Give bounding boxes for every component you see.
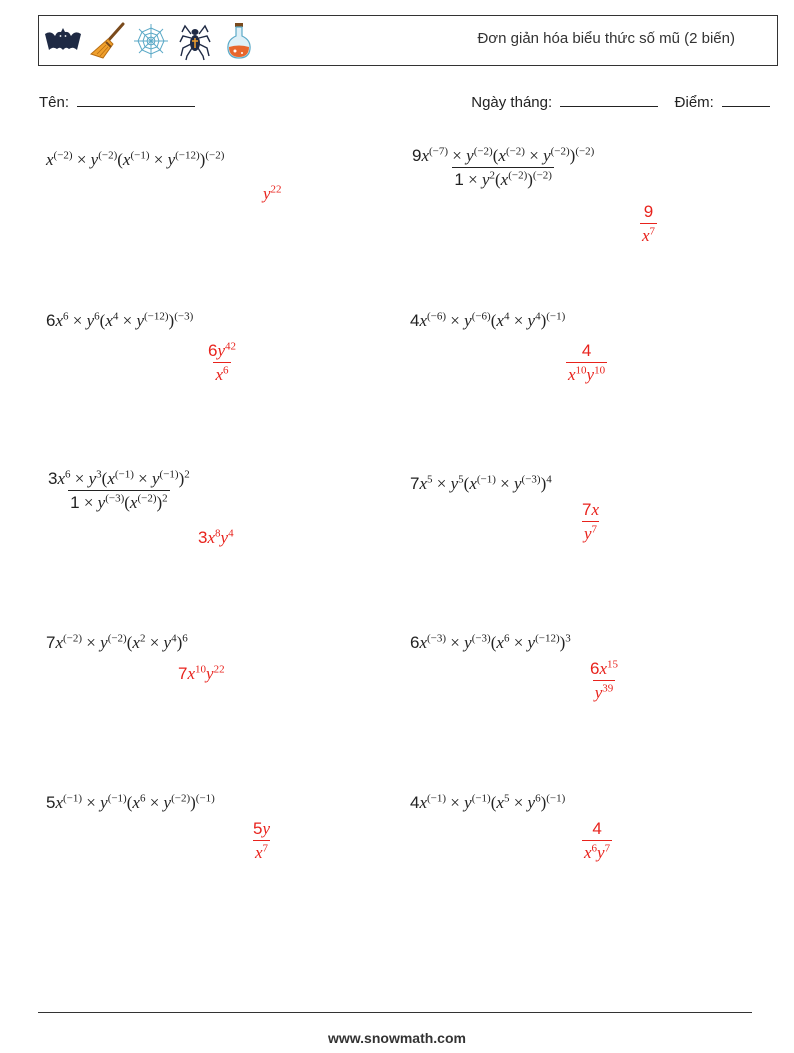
answer-6: $\frac{7x}{y^7}$ (582, 500, 600, 543)
answer-10: $\frac{4}{x^6y^7}$ (584, 819, 611, 862)
problem-9: $5x^{(-1)} \times y^{(-1)}(x^6 \times y^{(-2)})^{(-1)}$ (46, 792, 215, 812)
answer-4: $\frac{4}{x^{10}y^{10}}$ (568, 341, 606, 384)
date-blank (560, 94, 658, 107)
problem-3: $6x^6 \times y^6(x^4 \times y^{(-12)})^{(-3)}$ (46, 310, 194, 330)
worksheet-header (38, 15, 778, 66)
name-blank (77, 94, 195, 107)
problem-10: $4x^{(-1)} \times y^{(-1)}(x^5 \times y^6)^{(-1)}$ (410, 792, 566, 812)
potion-icon (219, 20, 259, 62)
date-label: Ngày tháng: (471, 94, 553, 111)
spider-icon (175, 20, 215, 62)
answer-2: $\frac{9}{x^7}$ (642, 202, 656, 245)
answer-7: $7x^{10}y^{22}$ (178, 663, 225, 683)
problem-6: $7x^5 \times y^5(x^{(-1)} \times y^{(-3)})^4$ (410, 473, 552, 493)
answer-3: $\frac{6y^{42}}{x^6}$ (208, 340, 237, 384)
answer-8: $\frac{6x^{15}}{y^{39}}$ (590, 658, 619, 702)
score-label: Điểm: (674, 94, 714, 111)
problem-8: $6x^{(-3)} \times y^{(-3)}(x^6 \times y^{(-12)})^3$ (410, 632, 571, 652)
name-label: Tên: (39, 94, 70, 111)
answer-5: $3x^8y^4$ (198, 527, 234, 547)
broom-icon (87, 20, 127, 62)
answer-1: $y^{22}$ (263, 183, 282, 203)
problem-2: $\frac{9x^{(-7)} \times y^{(-2)}(x^{(-2)} \times y^{(-2)})^{(-2)}}{1 \times y^2(x^{(-2)})^{(-2)}}$ (412, 145, 595, 189)
footer-url[interactable]: www.snowmath.com (328, 1030, 466, 1046)
problem-5: $\frac{3x^6 \times y^3(x^{(-1)} \times y^{(-1)})^2}{1 \times y^{(-3)}(x^{(-2)})^2}$ (48, 468, 190, 512)
bat-icon (43, 20, 83, 62)
answer-9: $\frac{5y}{x^7}$ (253, 819, 271, 862)
name-field (39, 94, 195, 111)
problem-4: $4x^{(-6)} \times y^{(-6)}(x^4 \times y^4)^{(-1)}$ (410, 310, 566, 330)
footer-divider (38, 1012, 752, 1013)
header-icons (43, 20, 259, 62)
worksheet-title: Đơn giản hóa biểu thức số mũ (2 biến) (477, 30, 735, 47)
problem-1: $x^{(-2)} \times y^{(-2)}(x^{(-1)} \times y^{(-12)})^{(-2)}$ (46, 149, 225, 169)
date-score-fields (471, 94, 770, 111)
spiderweb-icon (131, 20, 171, 62)
problem-7: $7x^{(-2)} \times y^{(-2)}(x^2 \times y^4)^6$ (46, 632, 188, 652)
score-blank (722, 94, 770, 107)
